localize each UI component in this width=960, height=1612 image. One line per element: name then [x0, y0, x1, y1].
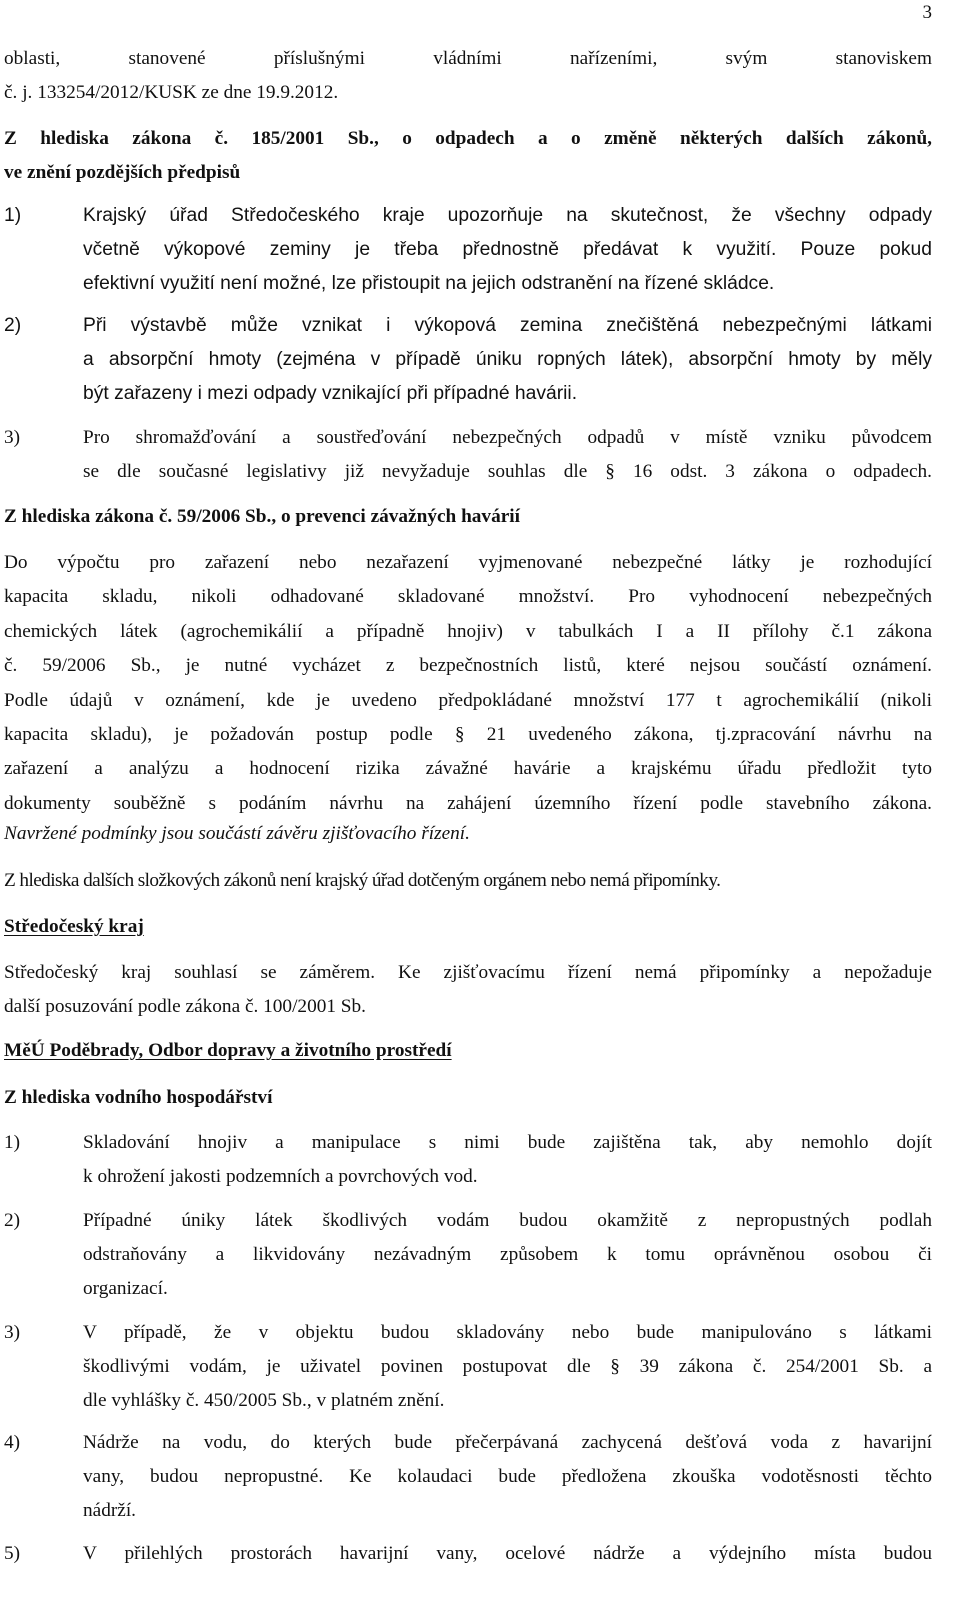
item-number: 4)	[4, 1432, 21, 1453]
podebrady-heading: MěÚ Poděbrady, Odbor dopravy a životního prostředí	[4, 1040, 452, 1061]
accidents-law-paragraph	[4, 546, 932, 821]
item-line: se dle současné legislativy již nevyžaduje souhlas dle § 16 odst. 3 zákona o odpadech.	[83, 461, 932, 482]
item-line: organizací.	[83, 1278, 168, 1299]
intro-line-1: oblasti, stanovené příslušnými vládními nařízeními, svým stanoviskem	[4, 48, 932, 69]
region-line-1: Středočeský kraj souhlasí se záměrem. Ke zjišťovacímu řízení nemá připomínky a nepožaduje	[4, 962, 932, 983]
item-line: Skladování hnojiv a manipulace s nimi bude zajištěna tak, aby nemohlo dojít	[83, 1132, 932, 1153]
item-line: V přilehlých prostorách havarijní vany, ocelové nádrže a výdejního místa budou	[83, 1543, 932, 1564]
intro-paragraph	[4, 42, 932, 110]
item-line: vany, budou nepropustné. Ke kolaudaci bude předložena zkouška vodotěsnosti těchto	[83, 1466, 932, 1487]
item-line: k ohrožení jakosti podzemních a povrchových vod.	[83, 1166, 478, 1187]
water-item-4	[4, 1426, 932, 1528]
waste-law-heading-line-2: ve znění pozdějších předpisů	[4, 162, 241, 183]
item-line: být zařazeny i mezi odpady vznikající při případné havárii.	[83, 383, 578, 404]
item-line: dle vyhlášky č. 450/2005 Sb., v platném znění.	[83, 1390, 445, 1411]
water-item-2	[4, 1204, 932, 1306]
paragraph-line: Podle údajů v oznámení, kde je uvedeno předpokládané množství 177 t agrochemikálií (nikoli	[4, 689, 932, 711]
page-number: 3	[922, 2, 932, 23]
item-line: Při výstavbě může vznikat i výkopová zemina znečištěná nebezpečnými látkami	[83, 315, 932, 336]
item-number: 1)	[4, 205, 22, 226]
item-number: 2)	[4, 315, 22, 336]
paragraph-line: zařazení a analýzu a hodnocení rizika závažné havárie a krajskému úřadu předložit tyto	[4, 758, 932, 780]
item-number: 2)	[4, 1210, 21, 1231]
paragraph-line: č. 59/2006 Sb., je nutné vycházet z bezpečnostních listů, které nejsou součástí oznámení.	[4, 655, 932, 677]
item-line: V případě, že v objektu budou skladovány nebo bude manipulováno s látkami	[83, 1322, 932, 1343]
paragraph-line: kapacita skladu), je požadován postup podle § 21 uvedeného zákona, tj.zpracování návrhu na	[4, 724, 932, 746]
item-line: nádrží.	[83, 1500, 136, 1521]
accidents-law-heading: Z hlediska zákona č. 59/2006 Sb., o prevenci závažných havárií	[4, 506, 520, 527]
item-line: škodlivými vodám, je uživatel povinen postupovat dle § 39 zákona č. 254/2001 Sb. a	[83, 1356, 932, 1377]
item-line: efektivní využití není možné, lze přistoupit na jejich odstranění na řízené skládce.	[83, 273, 775, 294]
item-number: 3)	[4, 427, 21, 448]
paragraph-line: chemických látek (agrochemikálií a případně hnojiv) v tabulkách I a II přílohy č.1 zákona	[4, 620, 932, 642]
waste-law-item-1	[4, 199, 932, 301]
intro-line-2: č. j. 133254/2012/KUSK ze dne 19.9.2012.	[4, 82, 339, 103]
item-line: Nádrže na vodu, do kterých bude přečerpávaná zachycená dešťová voda z havarijní	[83, 1432, 932, 1453]
waste-law-heading	[4, 122, 932, 190]
item-line: Krajský úřad Středočeského kraje upozorňuje na skutečnost, že všechny odpady	[83, 205, 932, 226]
paragraph-line: kapacita skladu, nikoli odhadované skladované množství. Pro vyhodnocení nebezpečných	[4, 586, 932, 608]
item-number: 3)	[4, 1322, 21, 1343]
water-item-3	[4, 1316, 932, 1418]
item-line: odstraňovány a likvidovány nezávadným způsobem k tomu oprávněnou osobou či	[83, 1244, 932, 1265]
waste-law-item-2	[4, 309, 932, 411]
item-number: 5)	[4, 1543, 21, 1564]
other-laws-note: Z hlediska dalších složkových zákonů není krajský úřad dotčeným orgánem nebo nemá připomínky.	[4, 870, 721, 891]
water-item-5	[4, 1537, 932, 1571]
paragraph-line: dokumenty souběžně s podáním návrhu na zahájení územního řízení podle stavebního zákona.	[4, 792, 932, 814]
item-number: 1)	[4, 1132, 21, 1153]
item-line: Pro shromažďování a soustřeďování nebezpečných odpadů v místě vzniku původcem	[83, 427, 932, 448]
region-paragraph	[4, 956, 932, 1024]
item-line: včetně výkopové zeminy je třeba přednostně předávat k využití. Pouze pokud	[83, 239, 932, 260]
region-line-2: další posuzování podle zákona č. 100/2001 Sb.	[4, 996, 366, 1017]
waste-law-heading-line-1: Z hlediska zákona č. 185/2001 Sb., o odpadech a o změně některých dalších zákonů,	[4, 128, 932, 149]
region-heading: Středočeský kraj	[4, 916, 144, 937]
item-line: a absorpční hmoty (zejména v případě úniku ropných látek), absorpční hmoty by měly	[83, 349, 932, 370]
paragraph-line: Do výpočtu pro zařazení nebo nezařazení vyjmenované nebezpečné látky je rozhodující	[4, 552, 932, 573]
water-item-1	[4, 1126, 932, 1194]
item-line: Případné úniky látek škodlivých vodám budou okamžitě z nepropustných podlah	[83, 1210, 932, 1231]
water-management-heading: Z hlediska vodního hospodářství	[4, 1087, 273, 1108]
italic-note: Navržené podmínky jsou součástí závěru zjišťovacího řízení.	[4, 823, 470, 844]
waste-law-item-3	[4, 421, 932, 489]
